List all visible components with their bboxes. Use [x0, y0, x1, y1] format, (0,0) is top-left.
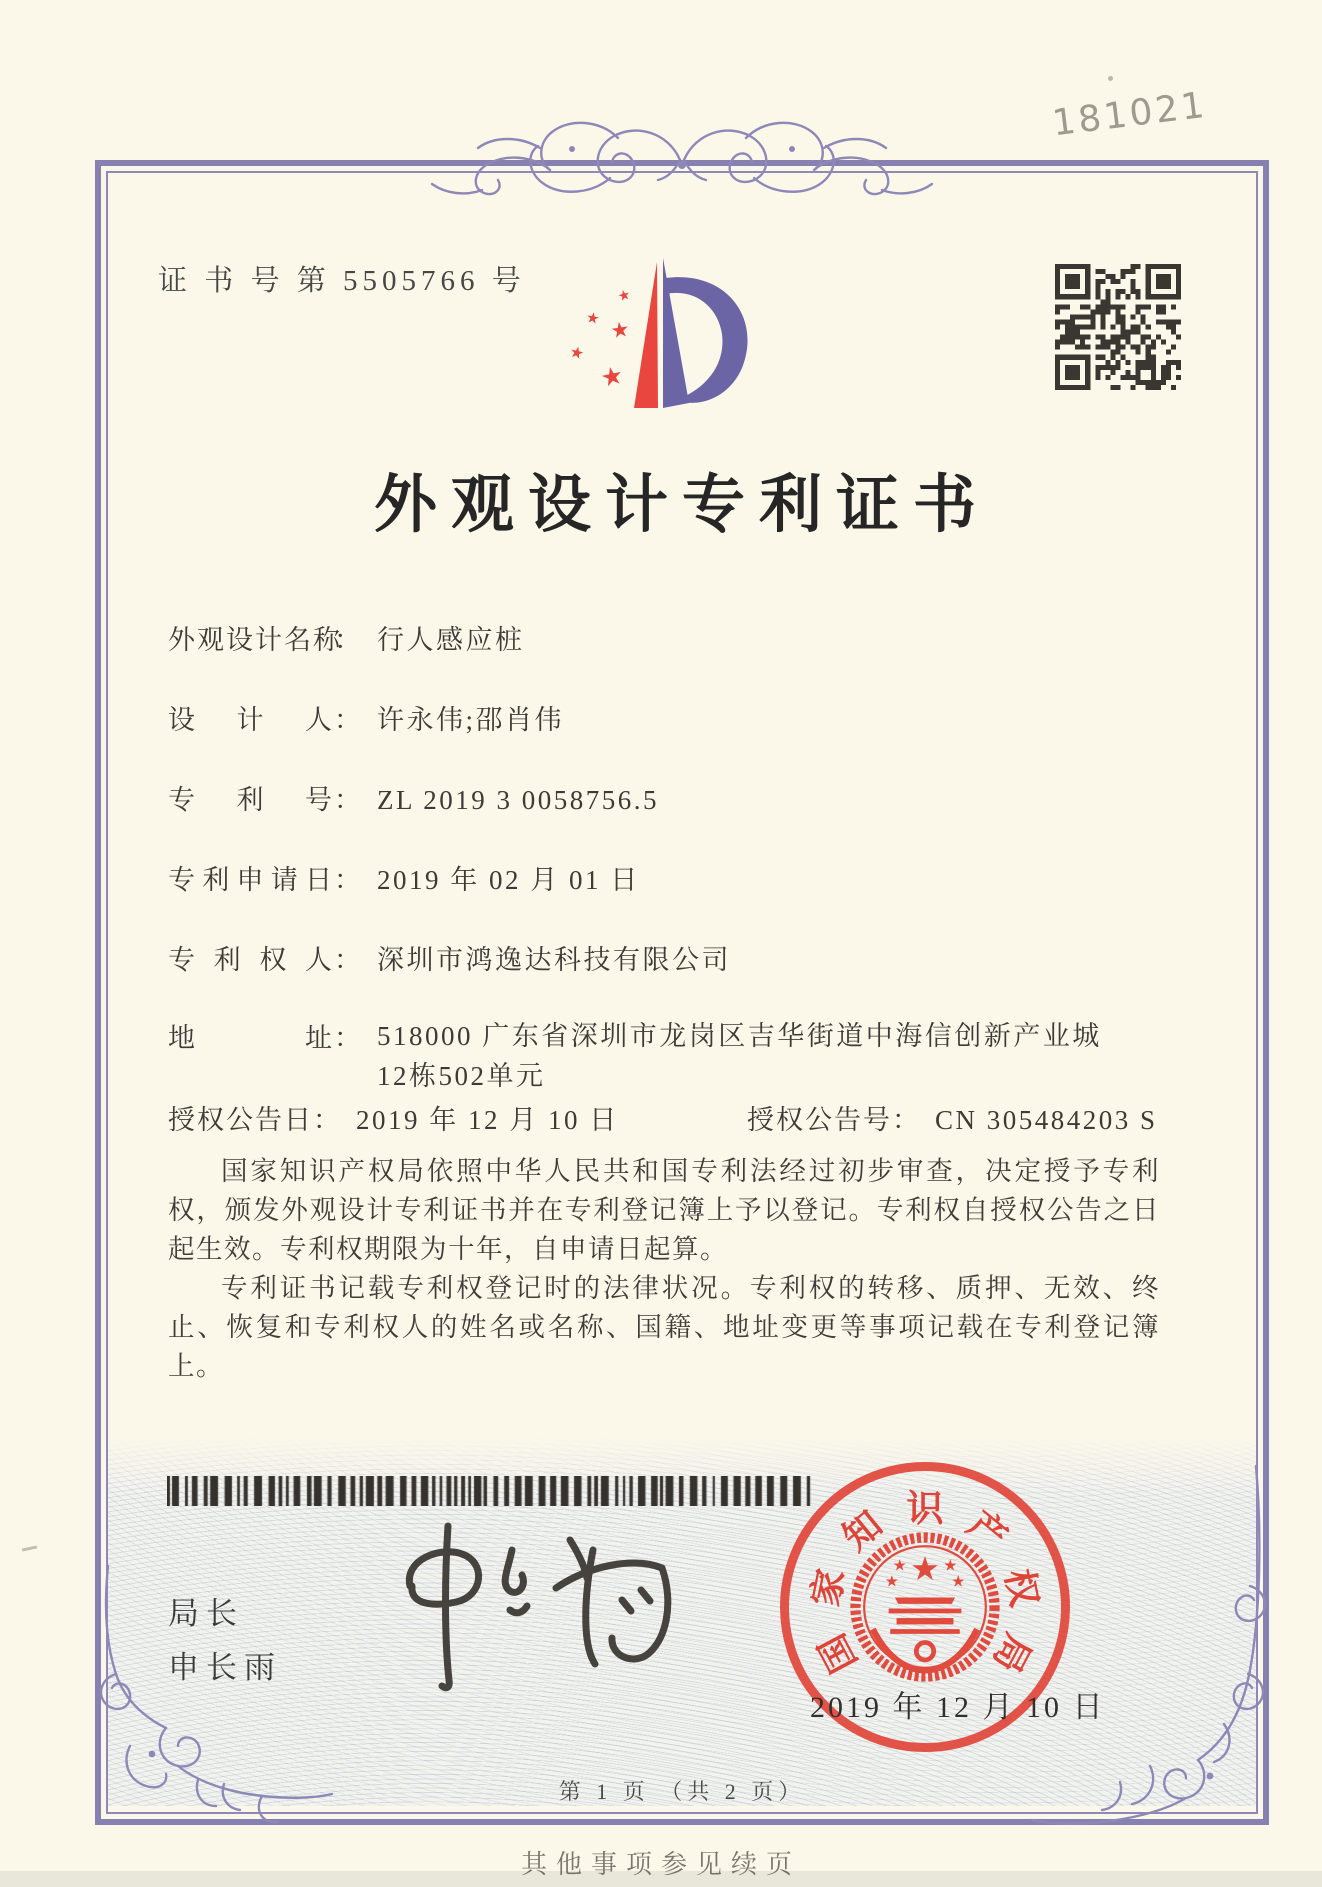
field-label: 地址: [168, 1023, 334, 1053]
field-value: 518000 广东省深圳市龙岗区吉华街道中海信创新产业城12栋502单元: [377, 1021, 1102, 1091]
svg-text:★: ★: [597, 359, 626, 394]
svg-text:★: ★: [567, 341, 587, 364]
pencil-dot: [1108, 76, 1113, 81]
officer-title: 局长: [168, 1596, 244, 1631]
grant-number-label: 授权公告号: [747, 1105, 892, 1135]
field-label: 设计人: [168, 705, 334, 735]
page-indicator: 第 1 页 （共 2 页）: [558, 1779, 806, 1804]
qr-code: [1055, 264, 1181, 390]
officer-name: 申长雨: [168, 1650, 282, 1685]
svg-text:★: ★: [951, 1571, 966, 1591]
cropped-next-page-hint: 其他事项参见续页: [520, 1850, 801, 1879]
field-value: 2019 年 02 月 01 日: [377, 865, 640, 895]
grant-date-label: 授权公告日: [168, 1105, 313, 1135]
field-value: ZL 2019 3 0058756.5: [377, 785, 659, 815]
svg-text:★: ★: [609, 316, 631, 344]
seal-date: 2019 年 12 月 10 日: [810, 1691, 1106, 1724]
field-patent-number: 专利号： ZL 2019 3 0058756.5: [168, 778, 659, 817]
field-designer: 设计人： 许永伟;邵肖伟: [168, 698, 564, 737]
grant-number-group: 授权公告号： CN 305484203 S: [747, 1105, 1158, 1135]
national-emblem-icon: [846, 1528, 1004, 1686]
field-patentee: 专利权人： 深圳市鸿逸达科技有限公司: [168, 938, 731, 977]
field-value: 深圳市鸿逸达科技有限公司: [377, 945, 731, 975]
svg-text:★: ★: [892, 1555, 907, 1575]
legal-paragraph-1: 国家知识产权局依照中华人民共和国专利法经过初步审查，决定授予专利权，颁发外观设计专利证书并在专利登记簿上予以登记。专利权自授权公告之日起生效。专利权期限为十年，自申请日起算。: [168, 1156, 1160, 1264]
field-label: 专利号: [168, 785, 334, 815]
svg-text:★: ★: [884, 1571, 899, 1591]
svg-text:★: ★: [616, 286, 633, 306]
field-filing-date: 专利申请日： 2019 年 02 月 01 日: [168, 858, 640, 897]
pencil-dash: [22, 1545, 37, 1551]
grant-number-value: CN 305484203 S: [935, 1105, 1158, 1135]
svg-text:★: ★: [910, 1549, 940, 1589]
legal-text: [168, 1152, 1160, 1386]
field-value: 许永伟;邵肖伟: [377, 705, 565, 735]
field-grant-row: 授权公告日： 2019 年 12 月 10 日 授权公告号： CN 305484203 S: [168, 1098, 1198, 1137]
field-label: 外观设计名称: [168, 625, 342, 655]
certificate-title: 外观设计专利证书: [374, 470, 990, 540]
field-value: 行人感应桩: [377, 625, 525, 655]
grant-date-value: 2019 年 12 月 10 日: [356, 1105, 619, 1135]
field-label: 专利权人: [168, 945, 334, 975]
signature-handwriting-icon: [360, 1512, 690, 1717]
svg-text:★: ★: [584, 307, 602, 329]
top-border-ornament-icon: [422, 105, 942, 215]
cnipa-logo-icon: [558, 252, 763, 412]
certificate-number: 证 书 号 第 5505766 号: [158, 265, 526, 297]
seal-ring-text: 国 家 知 识 产 权 局: [805, 1489, 1045, 1679]
field-design-name: 外观设计名称： 行人感应桩: [168, 618, 525, 657]
field-label: 专利申请日: [168, 865, 334, 895]
handwritten-number: 181021: [1050, 84, 1210, 145]
legal-paragraph-2: 专利证书记载专利权登记时的法律状况。专利权的转移、质押、无效、终止、恢复和专利权人的姓名或名称、国籍、地址变更等事项记载在专利登记簿上。: [168, 1273, 1160, 1381]
field-address: 地址： 518000 广东省深圳市龙岗区吉华街道中海信创新产业城12栋502单元: [168, 1016, 1113, 1096]
certificate-frame: [95, 160, 1269, 1825]
barcode: [167, 1476, 813, 1506]
svg-text:★: ★: [943, 1555, 958, 1575]
